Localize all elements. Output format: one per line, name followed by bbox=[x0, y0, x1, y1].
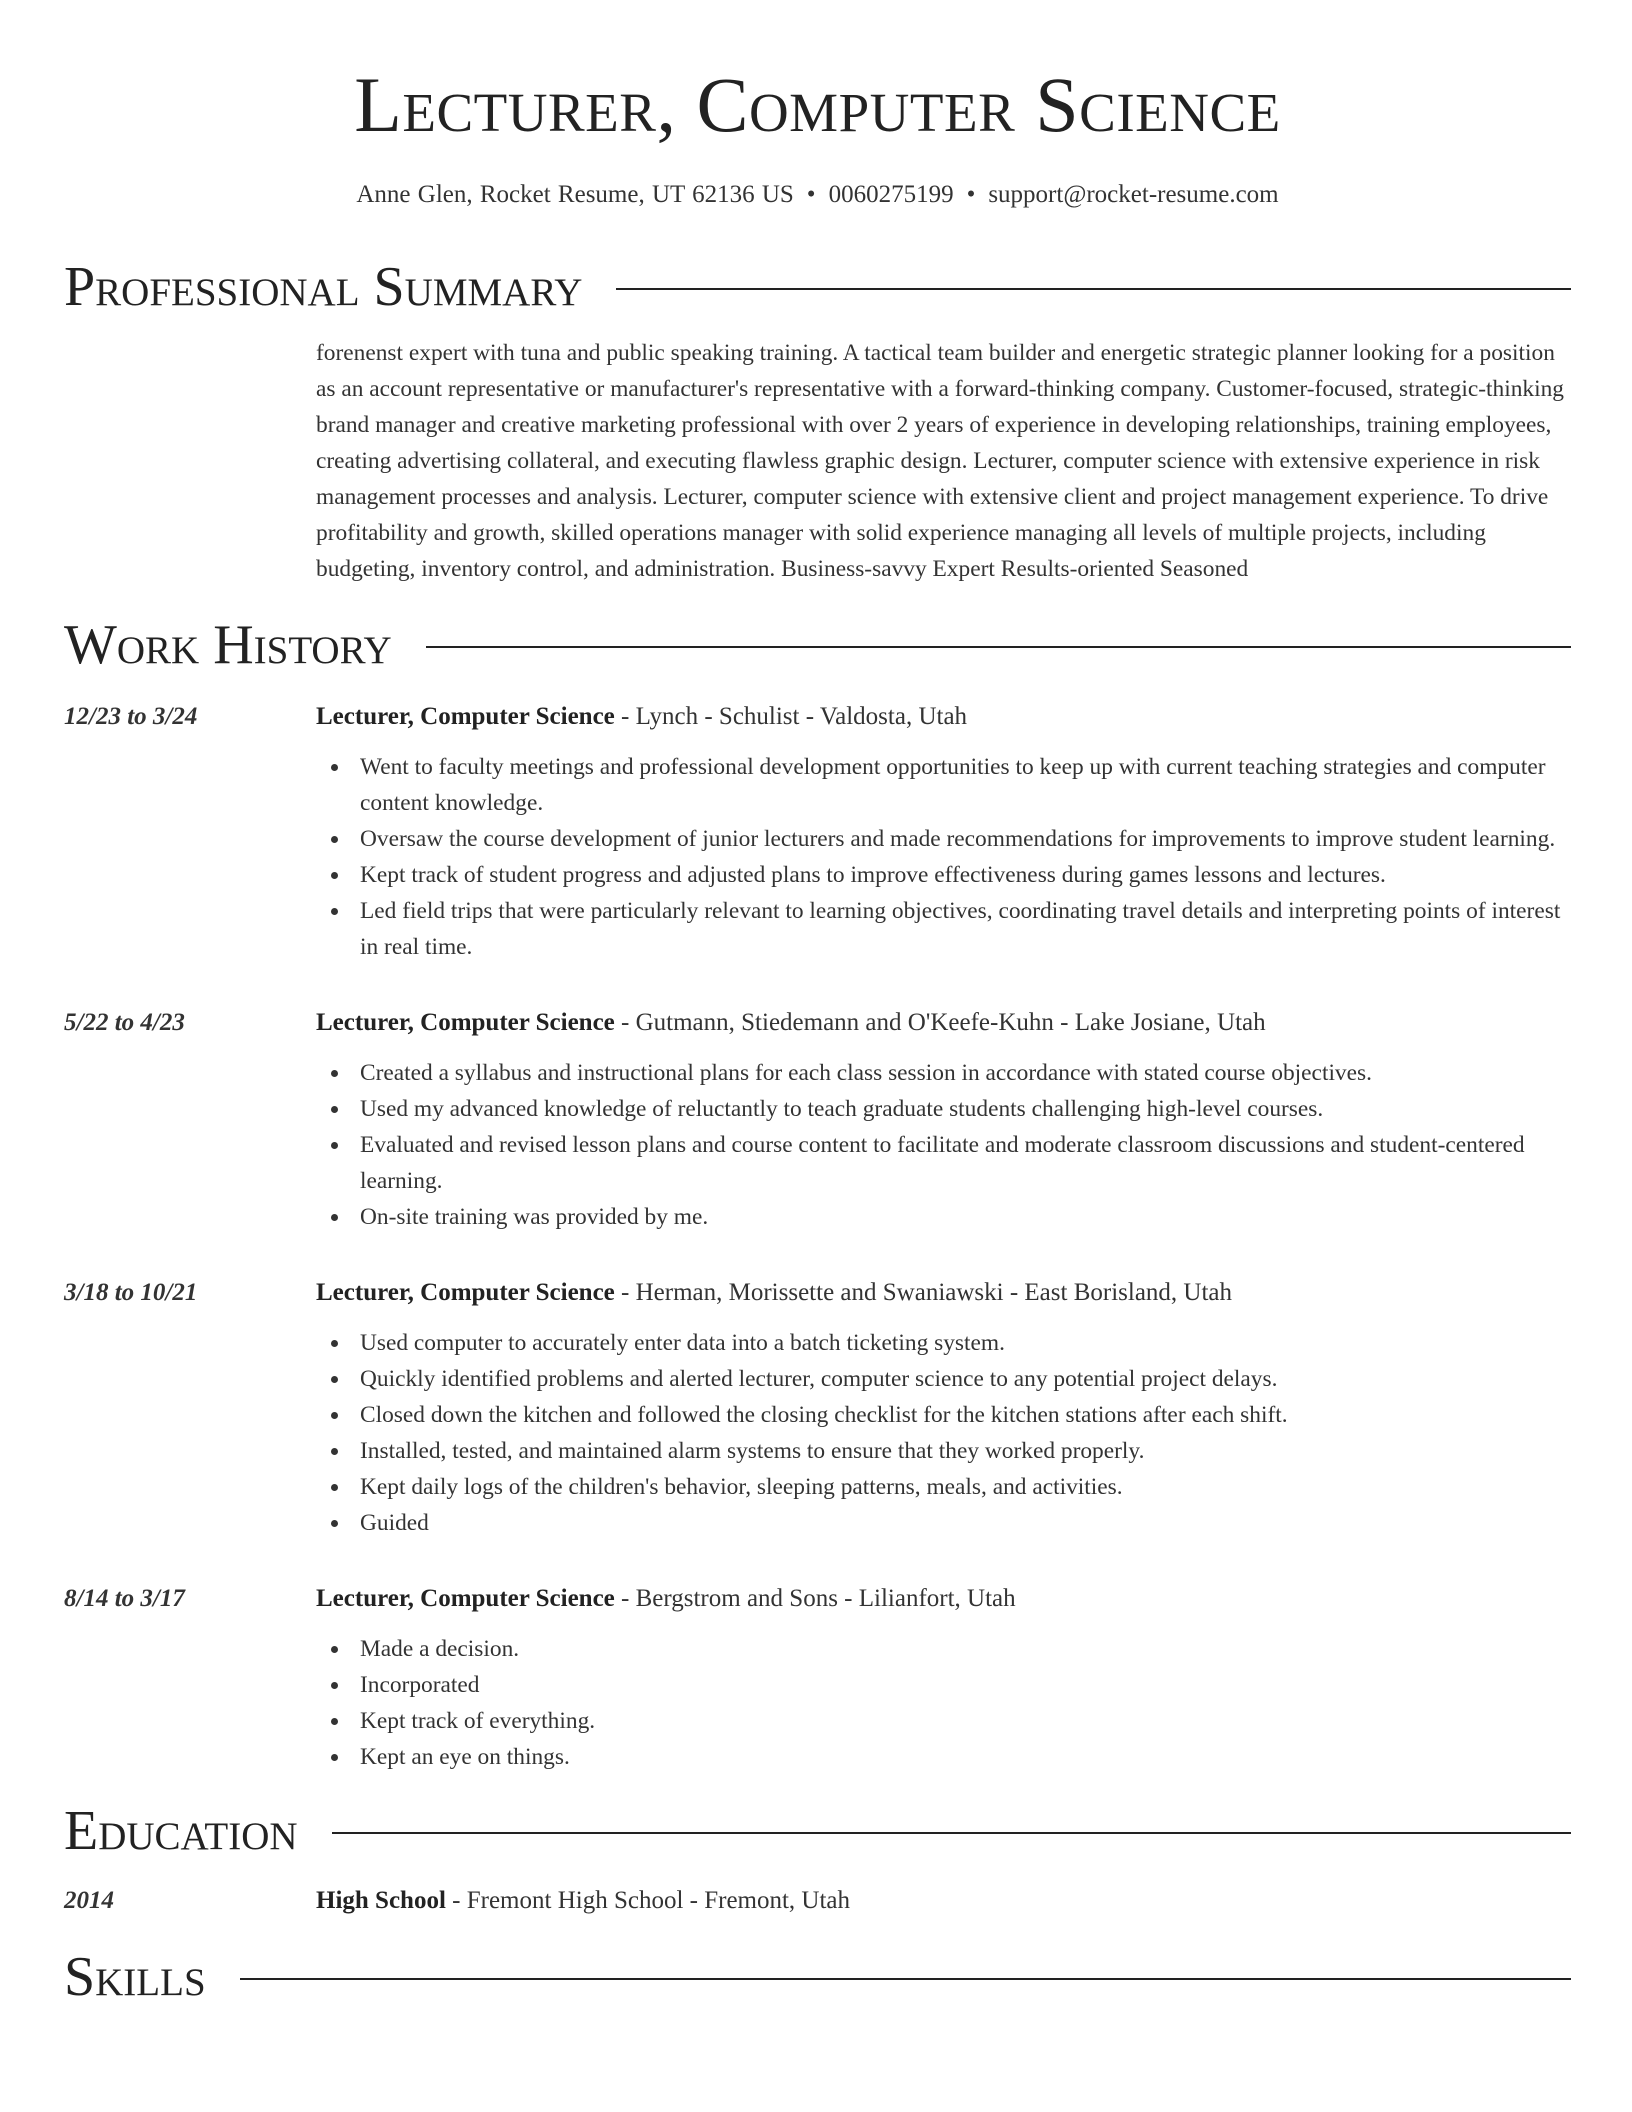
job-bullet: Kept an eye on things. bbox=[316, 1739, 1571, 1775]
job-bullets bbox=[316, 749, 1571, 965]
contact-separator: • bbox=[966, 181, 976, 208]
summary-section-header bbox=[64, 256, 1571, 318]
contact-address: Anne Glen, Rocket Resume, UT 62136 US bbox=[356, 181, 794, 208]
job-heading-line bbox=[316, 1273, 1571, 1313]
job-heading-line bbox=[316, 1579, 1571, 1619]
job-entry bbox=[64, 1003, 1571, 1255]
job-title: Lecturer, Computer Science bbox=[316, 703, 615, 730]
work-heading: Work History bbox=[64, 614, 392, 676]
job-details: - Bergstrom and Sons - Lilianfort, Utah bbox=[614, 1585, 1016, 1612]
job-body bbox=[316, 697, 1571, 985]
job-bullet: Installed, tested, and maintained alarm systems to ensure that they worked properly. bbox=[316, 1433, 1571, 1469]
resume-page bbox=[64, 0, 1571, 2008]
summary-heading: Professional Summary bbox=[64, 256, 583, 318]
job-bullet: Kept track of student progress and adjusted plans to improve effectiveness during games lessons and lectures. bbox=[316, 857, 1571, 893]
job-bullet: Created a syllabus and instructional plans for each class session in accordance with stated course objectives. bbox=[316, 1055, 1571, 1091]
job-bullet: On-site training was provided by me. bbox=[316, 1199, 1571, 1235]
section-divider bbox=[240, 1978, 1571, 1980]
skills-section-header bbox=[64, 1946, 1571, 2008]
section-divider bbox=[426, 646, 1571, 648]
job-title: Lecturer, Computer Science bbox=[316, 1009, 615, 1036]
education-year: 2014 bbox=[64, 1887, 114, 1914]
education-body bbox=[316, 1881, 1571, 1921]
job-bullet: Closed down the kitchen and followed the closing checklist for the kitchen stations after each shift. bbox=[316, 1397, 1571, 1433]
job-bullet: Led field trips that were particularly relevant to learning objectives, coordinating travel details and interpreting points of interest in real time. bbox=[316, 893, 1571, 965]
education-degree: High School bbox=[316, 1887, 446, 1914]
job-bullets bbox=[316, 1055, 1571, 1235]
contact-line bbox=[64, 181, 1571, 209]
education-details: - Fremont High School - Fremont, Utah bbox=[445, 1887, 851, 1914]
job-bullets bbox=[316, 1631, 1571, 1775]
job-bullet: Oversaw the course development of junior lecturers and made recommendations for improvements to improve student learning. bbox=[316, 821, 1571, 857]
education-line bbox=[316, 1881, 1571, 1921]
job-bullet: Made a decision. bbox=[316, 1631, 1571, 1667]
job-entry bbox=[64, 697, 1571, 985]
job-dates: 5/22 to 4/23 bbox=[64, 1009, 185, 1036]
job-dates: 12/23 to 3/24 bbox=[64, 703, 198, 730]
job-bullet: Quickly identified problems and alerted lecturer, computer science to any potential project delays. bbox=[316, 1361, 1571, 1397]
job-heading-line bbox=[316, 1003, 1571, 1043]
job-bullet: Used computer to accurately enter data into a batch ticketing system. bbox=[316, 1325, 1571, 1361]
skills-heading: Skills bbox=[64, 1946, 206, 2008]
job-bullet: Guided bbox=[316, 1505, 1571, 1541]
job-body bbox=[316, 1579, 1571, 1775]
resume-title: Lecturer, Computer Science bbox=[354, 61, 1281, 148]
job-title: Lecturer, Computer Science bbox=[316, 1585, 615, 1612]
job-entry bbox=[64, 1579, 1571, 1775]
job-heading-line bbox=[316, 697, 1571, 737]
contact-email: support@rocket-resume.com bbox=[988, 181, 1279, 208]
education-entry bbox=[64, 1881, 1571, 1921]
job-bullet: Used my advanced knowledge of reluctantly to teach graduate students challenging high-level courses. bbox=[316, 1091, 1571, 1127]
job-bullet: Kept daily logs of the children's behavior, sleeping patterns, meals, and activities. bbox=[316, 1469, 1571, 1505]
job-bullet: Evaluated and revised lesson plans and course content to facilitate and moderate classroom discussions and student-centered learning. bbox=[316, 1127, 1571, 1199]
job-bullets bbox=[316, 1325, 1571, 1541]
job-title: Lecturer, Computer Science bbox=[316, 1279, 615, 1306]
job-details: - Gutmann, Stiedemann and O'Keefe-Kuhn - Lake Josiane, Utah bbox=[614, 1009, 1266, 1036]
work-section-header bbox=[64, 614, 1571, 676]
job-bullet: Incorporated bbox=[316, 1667, 1571, 1703]
job-details: - Herman, Morissette and Swaniawski - East Borisland, Utah bbox=[614, 1279, 1233, 1306]
job-bullet: Went to faculty meetings and professional development opportunities to keep up with current teaching strategies and computer content knowledge. bbox=[316, 749, 1571, 821]
job-body bbox=[316, 1273, 1571, 1561]
contact-phone: 0060275199 bbox=[828, 181, 954, 208]
job-entry bbox=[64, 1273, 1571, 1561]
education-section-header bbox=[64, 1800, 1571, 1862]
job-dates: 8/14 to 3/17 bbox=[64, 1585, 185, 1612]
work-history-list bbox=[64, 697, 1571, 1775]
summary-text: forenenst expert with tuna and public speaking training. A tactical team builder and energetic strategic planner looking for a position as an account representative or manufacturer's representative with a forward-thinking company. Customer-focused, strategic-thinking brand manager and creative marketing professional with over 2 years of experience in developing relationships, training employees, creating advertising collateral, and executing flawless graphic design. Lecturer, computer science with extensive experience in risk management processes and analysis. Lecturer, computer science with extensive client and project management experience. To drive profitability and growth, skilled operations manager with solid experience managing all levels of multiple projects, including budgeting, inventory control, and administration. Business-savvy Expert Results-oriented Seasoned bbox=[316, 340, 1564, 582]
job-dates: 3/18 to 10/21 bbox=[64, 1279, 198, 1306]
job-bullet: Kept track of everything. bbox=[316, 1703, 1571, 1739]
job-details: - Lynch - Schulist - Valdosta, Utah bbox=[614, 703, 968, 730]
education-heading: Education bbox=[64, 1800, 298, 1862]
section-divider bbox=[616, 288, 1571, 290]
job-body bbox=[316, 1003, 1571, 1255]
section-divider bbox=[332, 1832, 1571, 1834]
contact-separator: • bbox=[806, 181, 816, 208]
